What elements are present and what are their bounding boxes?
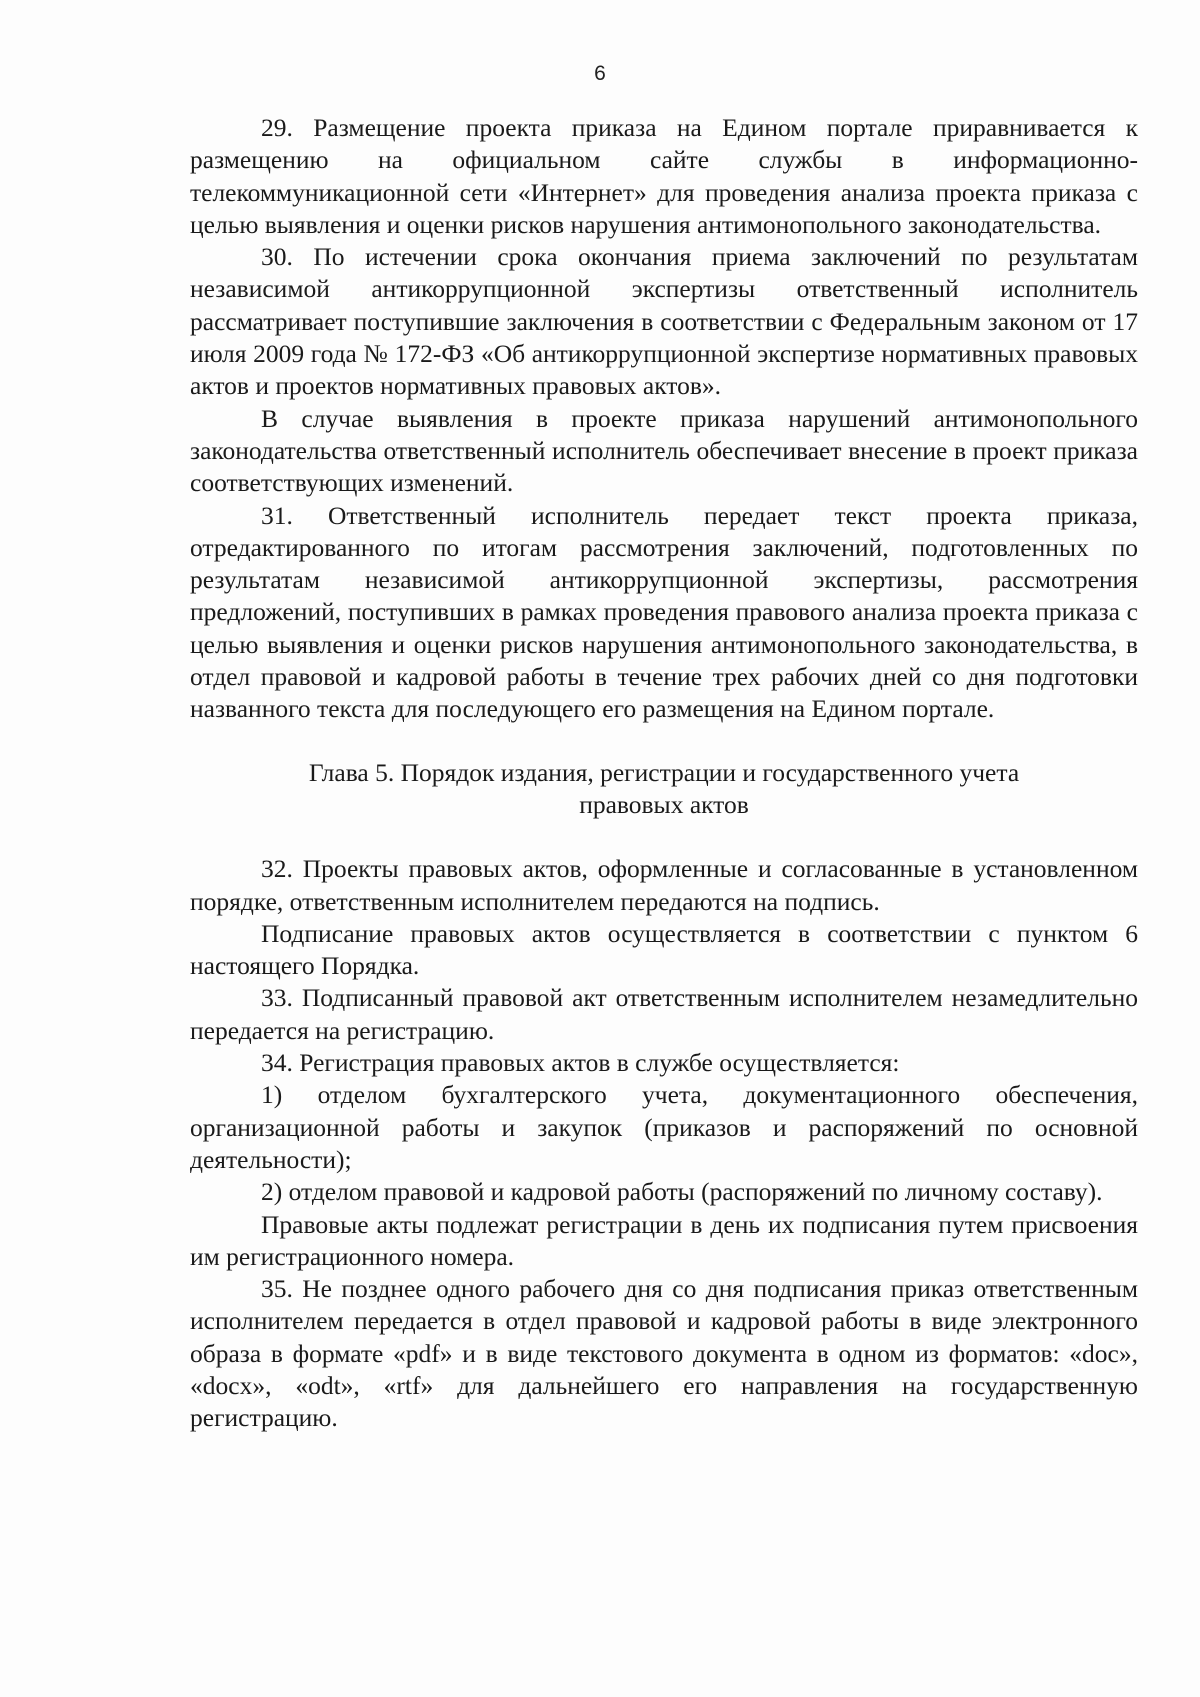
paragraph-32-continuation: Подписание правовых актов осуществляется в соответствии с пунктом 6 настоящего Порядка. [190,918,1138,981]
document-body [190,112,1138,1435]
paragraph-33: 33. Подписанный правовой акт ответственным исполнителем незамедлительно передается на регистрацию. [190,983,1138,1045]
chapter-heading-line-2: правовых актов [579,789,749,819]
paragraph-35: 35. Не позднее одного рабочего дня со дня подписания приказ ответственным исполнителем передается в отдел правовой и кадровой работы в виде электронного образа в формате «pdf» и в виде текстового документа в одном из форматов: «doc», «docx», «odt», «rtf» для дальнейшего его направления на государственную регистрацию. [190,1274,1138,1433]
chapter-heading [190,757,1138,822]
paragraph-34-item-2: 2) отделом правовой и кадровой работы (распоряжений по личному составу). [261,1177,1103,1207]
paragraph-32: 32. Проекты правовых актов, оформленные и согласованные в установленном порядке, ответственным исполнителем передаются на подпись. [190,854,1138,916]
chapter-heading-line-1: Глава 5. Порядок издания, регистрации и государственного учета [308,757,1020,787]
paragraph-34-item-1: 1) отделом бухгалтерского учета, документационного обеспечения, организационной работы и закупок (приказов и распоряжений по основной деятельности); [190,1080,1138,1174]
paragraph-30-continuation: В случае выявления в проекте приказа нарушений антимонопольного законодательства ответственный исполнитель обеспечивает внесение в проект приказа соответствующих изменений. [190,403,1138,498]
paragraph-34: 34. Регистрация правовых актов в службе осуществляется: [261,1048,900,1078]
paragraph-34-continuation: Правовые акты подлежат регистрации в день их подписания путем присвоения им регистрационного номера. [190,1209,1138,1271]
paragraph-31: 31. Ответственный исполнитель передает текст проекта приказа, отредактированного по итогам рассмотрения заключений, подготовленных по результатам независимой антикоррупционной экспертизы, рассмотрения предложений, поступивших в рамках проведения правового анализа проекта приказа с целью выявления и оценки рисков нарушения антимонопольного законодательства, в отдел правовой и кадровой работы в течение трех рабочих дней со дня подготовки названного текста для последующего его размещения на Едином портале. [190,500,1138,724]
page-number: 6 [594,62,606,85]
paragraph-30: 30. По истечении срока окончания приема заключений по результатам независимой антикоррупционной экспертизы ответственный исполнитель рассматривает поступившие заключения в соответствии с Федеральным законом от 17 июля 2009 года № 172-ФЗ «Об антикоррупционной экспертизе нормативных правовых актов и проектов нормативных правовых актов». [190,242,1138,401]
paragraph-29: 29. Размещение проекта приказа на Едином портале приравнивается к размещению на официальном сайте службы в информационно-телекоммуникационной сети «Интернет» для проведения анализа проекта приказа с целью выявления и оценки рисков нарушения антимонопольного законодательства. [190,113,1138,239]
